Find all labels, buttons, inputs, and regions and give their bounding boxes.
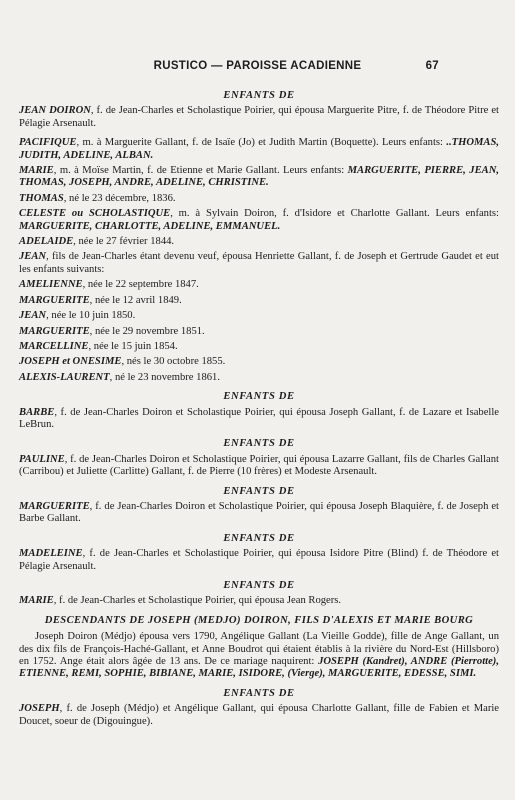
entry-text: , fils de Jean-Charles étant devenu veuf, épousa Henriette Gallant, f. de Joseph et Gertrude Gaudet et eut les enfants suivants: bbox=[19, 251, 499, 275]
entry-name: MARIE bbox=[19, 595, 54, 607]
entry-name: JEAN bbox=[19, 310, 47, 322]
genealogy-entry bbox=[19, 326, 499, 338]
entry-name: PACIFIQUE bbox=[19, 137, 77, 149]
genealogy-entry bbox=[19, 236, 499, 248]
entry-text: , f. de Jean-Charles Doiron et Scholastique Poirier, qui épousa Joseph Blaquière, f. de Joseph et Barbe Gallant. bbox=[19, 500, 499, 525]
genealogy-entry bbox=[19, 501, 499, 526]
genealogy-entry bbox=[19, 193, 499, 205]
genealogy-entry bbox=[19, 341, 499, 353]
entry-name: AMELIENNE bbox=[19, 279, 83, 291]
entry-text: , née le 27 février 1844. bbox=[73, 236, 175, 248]
entry-name: ADELAIDE bbox=[19, 236, 74, 248]
descendants-heading: DESCENDANTS DE JOSEPH (MEDJO) DOIRON, FILS D'ALEXIS ET MARIE BOURG bbox=[44, 614, 474, 626]
entry-name: MARIE bbox=[19, 165, 54, 177]
entry-text: , née le 15 juin 1854. bbox=[88, 340, 178, 352]
section-heading: ENFANTS DE bbox=[223, 580, 295, 591]
section-heading: ENFANTS DE bbox=[223, 90, 295, 101]
page-number: 67 bbox=[425, 60, 439, 72]
entry-text: , m. à Marguerite Gallant, f. de Isaïe (Jo) et Judith Martin (Boquette). Leurs enfants: bbox=[76, 137, 447, 149]
entry-name: MADELEINE bbox=[19, 548, 83, 560]
section-heading: ENFANTS DE bbox=[223, 485, 295, 497]
section-heading: ENFANTS DE bbox=[223, 391, 295, 403]
entry-text: Joseph Doiron (Médjo) épousa vers 1790, Angélique Gallant (La Vieille Godde), fille de Ange Gallant, un des dix fils de François-Haché-Gallant, et Anne Boudrot qui étaient établis à la rivière du Nord-Est (Hillsboro) en 1752. Ange était alors âgée de 13 ans. De ce mariage naquirent: bbox=[19, 631, 499, 668]
genealogy-entry bbox=[19, 372, 499, 384]
entry-text: , f. de Jean-Charles et Scholastique Poirier, qui épousa Marguerite Pitre, f. de Théodore Pitre et Pélagie Arsenault. bbox=[19, 105, 499, 129]
entry-text: , f. de Jean-Charles Doiron et Scholastique Poirier, qui épousa Lazarre Gallant, fils de Charles Gallant (Carribou) et Juliette (Carlitte) Gallant, f. de Pierre (10 frères) et Modeste Arsenault. bbox=[19, 453, 499, 478]
genealogy-entry bbox=[19, 310, 499, 322]
children-names: JOSEPH (Kandret), ANDRE (Pierrotte), ETIENNE, REMI, SOPHIE, BIBIANE, MARIE, ISIDORE, (Vierge), MARGUERITE, EDESSE, SIMI. bbox=[19, 656, 499, 680]
entry-text: , né le 23 décembre, 1836. bbox=[63, 192, 176, 204]
genealogy-entry bbox=[19, 407, 499, 432]
children-names: ..THOMAS, JUDITH, ADELINE, ALBAN. bbox=[19, 137, 499, 161]
entry-name: THOMAS bbox=[19, 192, 64, 204]
entry-text: , f. de Joseph (Médjo) et Angélique Gallant, qui épousa Charlotte Gallant, fille de Fabien et Marie Doucet, soeur de (Digouingue). bbox=[19, 703, 499, 727]
running-header bbox=[0, 60, 515, 76]
entry-name: MARGUERITE bbox=[19, 325, 90, 337]
genealogy-entry bbox=[19, 295, 499, 307]
page-body bbox=[19, 90, 499, 731]
entry-text: , m. à Moïse Martin, f. de Etienne et Marie Gallant. Leurs enfants: bbox=[53, 165, 348, 177]
genealogy-entry bbox=[19, 105, 499, 130]
entry-name: MARGUERITE bbox=[19, 500, 90, 512]
entry-text: , f. de Jean-Charles et Scholastique Poirier, qui épousa Jean Rogers. bbox=[53, 595, 342, 607]
entry-text: , née le 22 septembre 1847. bbox=[82, 279, 199, 291]
genealogy-entry bbox=[19, 356, 499, 368]
entry-text: , nés le 30 octobre 1855. bbox=[121, 356, 226, 368]
entry-name: JEAN bbox=[19, 251, 47, 263]
genealogy-entry bbox=[19, 548, 499, 573]
entry-name: BARBE bbox=[19, 406, 55, 418]
genealogy-entry bbox=[19, 137, 499, 162]
section-heading: ENFANTS DE bbox=[223, 438, 295, 450]
entry-text: , f. de Jean-Charles et Scholastique Poirier, qui épousa Isidore Pitre (Blind) f. de Théodore et Pélagie Arsenault. bbox=[19, 548, 499, 572]
entry-name: MARGUERITE bbox=[19, 294, 90, 306]
entry-name: JEAN DOIRON bbox=[19, 105, 91, 117]
entry-text: , f. de Jean-Charles Doiron et Scholastique Poirier, qui épousa Joseph Gallant, f. de Lazare et Isabelle LeBrun. bbox=[19, 406, 499, 430]
genealogy-entry bbox=[19, 703, 499, 728]
genealogy-entry bbox=[19, 595, 499, 607]
entry-name: ALEXIS-LAURENT bbox=[19, 371, 110, 383]
section-heading: ENFANTS DE bbox=[223, 687, 295, 699]
running-title: RUSTICO — PAROISSE ACADIENNE bbox=[153, 60, 362, 72]
entry-name: CELESTE ou SCHOLASTIQUE bbox=[19, 208, 171, 220]
narrative-paragraph bbox=[19, 631, 499, 681]
entry-text: , née le 10 juin 1850. bbox=[46, 310, 136, 322]
genealogy-entry bbox=[19, 454, 499, 479]
children-names: MARGUERITE, CHARLOTTE, ADELINE, EMMANUEL. bbox=[19, 220, 281, 232]
entry-name: JOSEPH et ONESIME bbox=[19, 356, 122, 368]
genealogy-entry bbox=[19, 165, 499, 190]
section-heading: ENFANTS DE bbox=[223, 532, 295, 544]
entry-text: , m. à Sylvain Doiron, f. d'Isidore et Charlotte Gallant. Leurs enfants: bbox=[170, 208, 499, 220]
entry-name: PAULINE bbox=[19, 453, 65, 465]
genealogy-entry bbox=[19, 279, 499, 291]
children-names: MARGUERITE, PIERRE, JEAN, THOMAS, JOSEPH, ANDRE, ADELINE, CHRISTINE. bbox=[19, 165, 499, 189]
entry-text: , née le 29 novembre 1851. bbox=[89, 325, 205, 337]
entry-text: , né le 23 novembre 1861. bbox=[109, 371, 220, 383]
entry-name: MARCELLINE bbox=[19, 340, 89, 352]
genealogy-entry bbox=[19, 208, 499, 233]
entry-name: JOSEPH bbox=[19, 703, 60, 715]
genealogy-entry bbox=[19, 251, 499, 276]
entry-text: , née le 12 avril 1849. bbox=[89, 294, 182, 306]
